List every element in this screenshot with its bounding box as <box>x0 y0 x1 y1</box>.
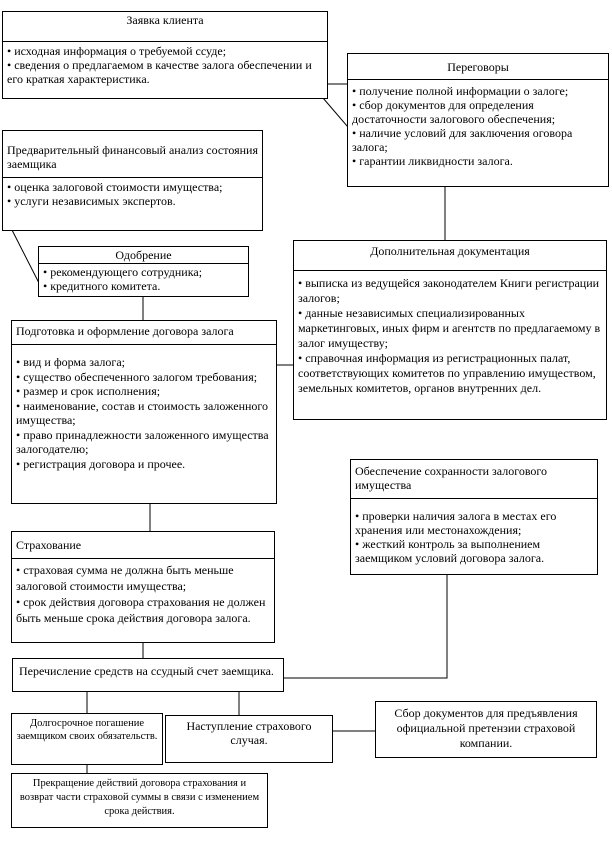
peregovory-list <box>348 80 608 170</box>
peregovory-title: Переговоры <box>447 60 509 74</box>
podgotovka-item: • право принадлежности заложенного имущества залогодателю; <box>16 428 272 457</box>
sokhrannost-box <box>350 459 598 575</box>
podgotovka-title: Подготовка и оформление договора залога <box>16 324 234 338</box>
zayavka-item: • сведения о предлагаемом в качестве залога обеспечении и его краткая характеристика. <box>7 58 323 86</box>
zayavka-list <box>3 42 327 88</box>
zayavka-title: Заявка клиента <box>126 13 204 27</box>
peregovory-item: • сбор документов для определения достаточности залогового обеспечения; <box>352 98 604 126</box>
pogashenie-box: Долгосрочное погашение заемщиком своих обязательств. <box>11 713 163 765</box>
perechislenie-box: Перечисление средств на ссудный счет заемщика. <box>12 658 284 692</box>
peregovory-item: • получение полной информации о залоге; <box>352 84 604 98</box>
dop-doc-item: • справочная информация из регистрационных палат, соответствующих комитетов по управлению имуществом, земельных комитетов, органов внутренних дел. <box>298 351 602 396</box>
connector-sokhrannost-perechislenie <box>283 574 447 678</box>
analiz-list <box>3 178 262 210</box>
peregovory-item: • наличие условий для заключения оговора залога; <box>352 126 604 154</box>
strakhovanie-box <box>11 531 275 643</box>
podgotovka-item: • размер и срок исполнения; <box>16 384 272 399</box>
sokhrannost-title: Обеспечение сохранности залогового имущества <box>355 464 548 492</box>
podgotovka-item: • регистрация договора и прочее. <box>16 457 272 472</box>
peregovory-box <box>347 53 609 187</box>
podgotovka-item: • наименование, состав и стоимость заложенного имущества; <box>16 399 272 428</box>
dop-doc-box <box>293 240 607 420</box>
podgotovka-item: • вид и форма залога; <box>16 355 272 370</box>
strakhovanie-item: • срок действия договора страхования не должен быть меньше срока действия договора залога. <box>16 594 270 626</box>
odobrenie-box <box>38 246 249 297</box>
analiz-item: • оценка залоговой стоимости имущества; <box>7 180 258 194</box>
dop-doc-title: Дополнительная документация <box>370 244 530 258</box>
sbor-box: Сбор документов для предъявления официальной претензии страховой компании. <box>375 701 597 758</box>
sokhrannost-list <box>351 499 597 567</box>
strakhovanie-item: • страховая сумма не должна быть меньше залоговой стоимости имущества; <box>16 562 270 594</box>
zayavka-item: • исходная информация о требуемой ссуде; <box>7 44 323 58</box>
connector-analiz-odobrenie <box>12 230 40 285</box>
sokhrannost-item: • проверки наличия залога в местах его хранения или местонахождения; <box>355 509 593 537</box>
dop-doc-list <box>294 271 606 398</box>
dop-doc-item: • данные независимых специализированных маркетинговых, иных фирм и агентств по предлагаемому в залог имуществу; <box>298 306 602 351</box>
odobrenie-item: • рекомендующего сотрудника; <box>43 265 244 279</box>
peregovory-item: • гарантии ликвидности залога. <box>352 154 604 168</box>
analiz-title: Предварительный финансовый анализ состояния заемщика <box>7 143 258 171</box>
strakhovanie-list <box>12 559 274 628</box>
podgotovka-list <box>12 345 276 473</box>
odobrenie-item: • кредитного комитета. <box>43 279 244 293</box>
prekrashchenie-box: Прекращение действий договора страхования и возврат части страховой суммы в связи с изменением срока действия. <box>11 773 268 828</box>
dop-doc-item: • выписка из ведущейся законодателем Книги регистрации залогов; <box>298 276 602 306</box>
podgotovka-box <box>11 320 277 504</box>
zayavka-box <box>2 11 328 99</box>
nastuplenie-box: Наступление страхового случая. <box>165 715 333 763</box>
strakhovanie-title: Страхование <box>16 538 82 552</box>
analiz-box <box>2 130 263 231</box>
podgotovka-item: • существо обеспеченного залогом требования; <box>16 370 272 385</box>
sokhrannost-item: • жесткий контроль за выполнением заемщиком условий договора залога. <box>355 537 593 565</box>
odobrenie-title: Одобрение <box>115 248 172 262</box>
odobrenie-list <box>39 264 248 295</box>
analiz-item: • услуги независимых экспертов. <box>7 194 258 208</box>
